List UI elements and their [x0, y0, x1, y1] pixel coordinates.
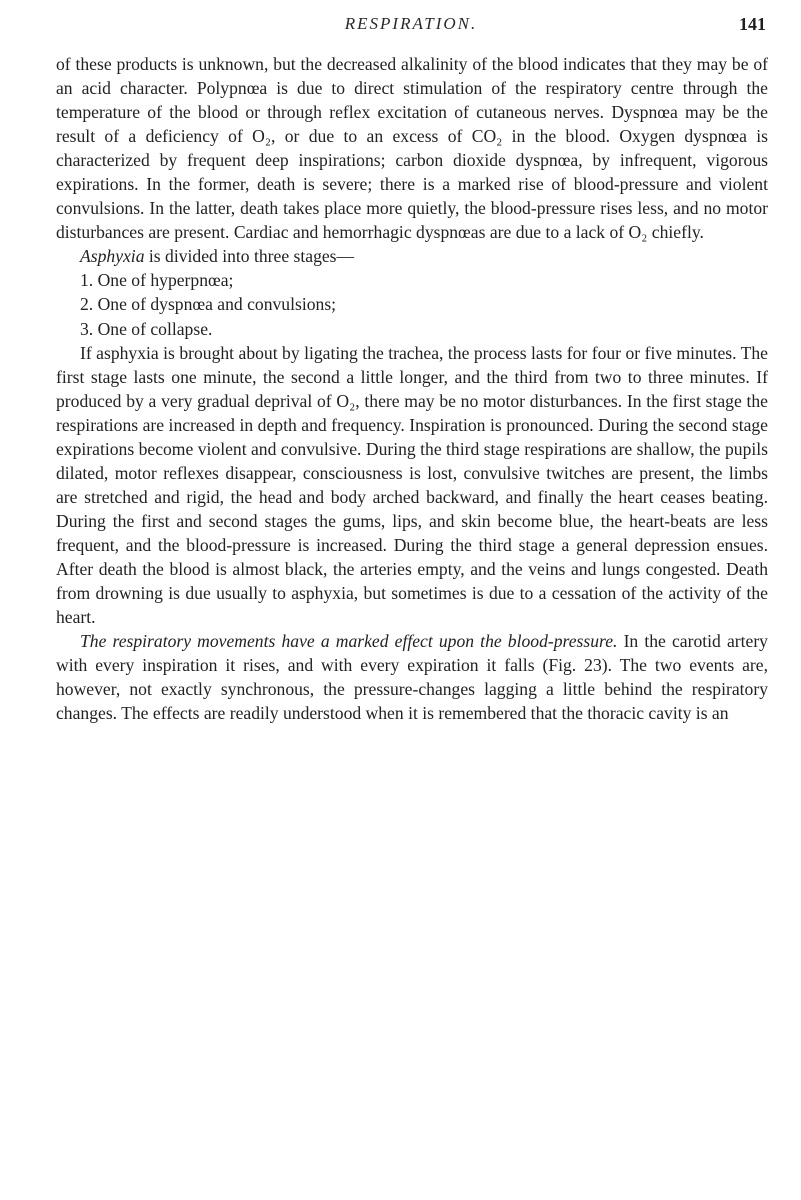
stage-list-item: 3. One of collapse.	[80, 318, 213, 339]
body-text	[56, 52, 768, 725]
paragraph-polypnoea-dyspnoea: of these products is unknown, but the decreased alkalinity of the blood indicates that they may be of an acid character. Polypnœa is due to direct stimulation of the respiratory centre through the temperature of the blood or through reflex excitation of cutaneous nerves. Dyspnœa may be the result of a deficiency of O₂, or due to an excess of CO₂ in the blood. Oxygen dyspnœa is characterized by frequent deep inspirations; carbon dioxide dyspnœa, by infrequent, vigorous expirations. In the former, death is severe; there is a marked rise of blood-pressure and violent convulsions. In the latter, death takes place more quietly, the blood-pressure rises less, and no motor disturbances are present. Cardiac and hemorrhagic dyspnœas are due to a lack of O₂ chiefly.	[56, 54, 768, 243]
blood-pressure-heading: The respiratory movements have a marked effect upon the blood-pressure.	[80, 631, 618, 652]
page-number: 141	[739, 14, 766, 34]
blood-pressure-text: In the carotid artery with every inspiration it rises, and with every expiration it falls (Fig. 23). The two events are, however, not exactly synchronous, the pressure-changes lagging a little behind the respiratory changes. The effects are readily understood when it is remembered that the thoracic cavity is an	[56, 631, 768, 724]
stage-list-item: 1. One of hyperpnœa;	[80, 270, 234, 291]
stage-list-item: 2. One of dyspnœa and convulsions;	[80, 294, 337, 315]
running-head: RESPIRATION.	[344, 14, 478, 33]
asphyxia-intro-text: is divided into three stages—	[144, 246, 355, 267]
asphyxia-term: Asphyxia	[80, 246, 145, 267]
paragraph-blood-pressure	[56, 629, 768, 725]
page-header	[56, 14, 766, 40]
paragraph-asphyxia-stages: If asphyxia is brought about by ligating the trachea, the process lasts for four or five minutes. The first stage lasts one minute, the second a little longer, and the third from two to three minutes. If produced by a very gradual deprival of O₂, there may be no motor disturbances. In the first stage the respirations are increased in depth and frequency. Inspiration is pronounced. During the second stage expirations become violent and convulsive. During the third stage respirations are shallow, the pupils dilated, motor reflexes disappear, consciousness is lost, convulsive twitches are present, the limbs are stretched and rigid, the head and body arched backward, and finally the heart ceases beating. During the first and second stages the gums, lips, and skin become blue, the heart-beats are less frequent, and the blood-pressure is increased. During the third stage a general depression ensues. After death the blood is almost black, the arteries empty, and the veins and lungs congested. Death from drowning is due usually to asphyxia, but sometimes is due to a cessation of the activity of the heart.	[56, 342, 768, 628]
paragraph-asphyxia-intro	[56, 244, 768, 268]
